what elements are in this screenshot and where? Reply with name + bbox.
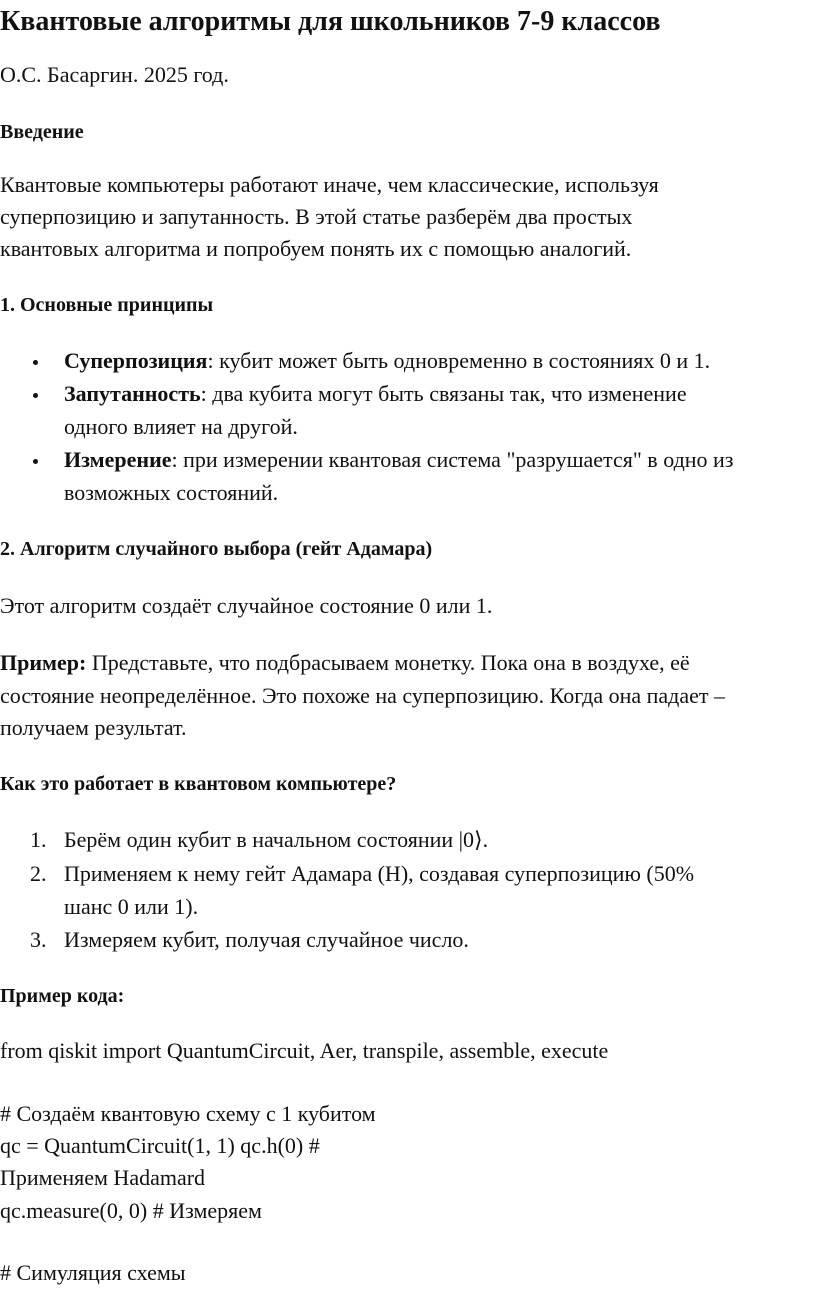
code-line: from qiskit import QuantumCircuit, Aer, transpile, assemble, execute (0, 1038, 609, 1063)
principle-text-cont: одного влияет на другой. (64, 414, 298, 439)
intro-line-3: квантовых алгоритма и попробуем понять их с помощью аналогий. (0, 236, 632, 261)
example-label: Пример: (0, 650, 87, 675)
principle-term: Суперпозиция (64, 348, 208, 373)
step-number: 3. (30, 927, 47, 952)
page-title: Квантовые алгоритмы для школьников 7-9 классов (0, 6, 661, 37)
step-text-cont: шанс 0 или 1). (64, 894, 199, 919)
intro-line-1: Квантовые компьютеры работают иначе, чем классические, используя (0, 172, 659, 197)
bullet-dot (33, 459, 38, 464)
principle-text: : при измерении квантовая система "разрушается" в одно из (171, 447, 734, 472)
code-line: Применяем Hadamard (0, 1165, 206, 1190)
principle-term: Измерение (64, 447, 172, 472)
example-line-3: получаем результат. (0, 715, 187, 740)
principle-item (64, 443, 734, 476)
intro-line-2: суперпозицию и запутанность. В этой статье разберём два простых (0, 204, 633, 229)
example-line-2: состояние неопределённое. Это похоже на суперпозицию. Когда она падает – (0, 683, 725, 708)
step-number: 2. (30, 861, 47, 886)
step-text: Берём один кубит в начальном состоянии |0⟩. (64, 827, 489, 852)
step-number: 1. (30, 827, 47, 852)
example-paragraph (0, 646, 690, 679)
code-heading: Пример кода: (0, 985, 125, 1007)
bullet-dot (33, 393, 38, 398)
example-line-1: Представьте, что подбрасываем монетку. Пока она в воздухе, её (86, 650, 690, 675)
step-text: Измеряем кубит, получая случайное число. (64, 927, 469, 952)
section2-intro: Этот алгоритм создаёт случайное состояние 0 или 1. (0, 593, 493, 618)
principle-text: : два кубита могут быть связаны так, что изменение (200, 381, 687, 406)
code-line: qc.measure(0, 0) # Измеряем (0, 1198, 262, 1223)
code-line: # Создаём квантовую схему с 1 кубитом (0, 1101, 376, 1126)
principle-text-cont: возможных состояний. (64, 480, 279, 505)
principle-item (64, 344, 710, 377)
code-line: # Симуляция схемы (0, 1260, 186, 1285)
principle-item (64, 377, 687, 410)
author-line: О.С. Басаргин. 2025 год. (0, 62, 229, 87)
intro-heading: Введение (0, 121, 84, 143)
how-heading: Как это работает в квантовом компьютере? (0, 773, 397, 795)
principle-term: Запутанность (64, 381, 201, 406)
section2-heading: 2. Алгоритм случайного выбора (гейт Адамара) (0, 538, 433, 560)
section1-heading: 1. Основные принципы (0, 294, 214, 316)
step-text: Применяем к нему гейт Адамара (H), создавая суперпозицию (50% (64, 861, 695, 886)
principle-text: : кубит может быть одновременно в состояниях 0 и 1. (207, 348, 711, 373)
code-line: qc = QuantumCircuit(1, 1) qc.h(0) # (0, 1133, 320, 1158)
bullet-dot (33, 360, 38, 365)
